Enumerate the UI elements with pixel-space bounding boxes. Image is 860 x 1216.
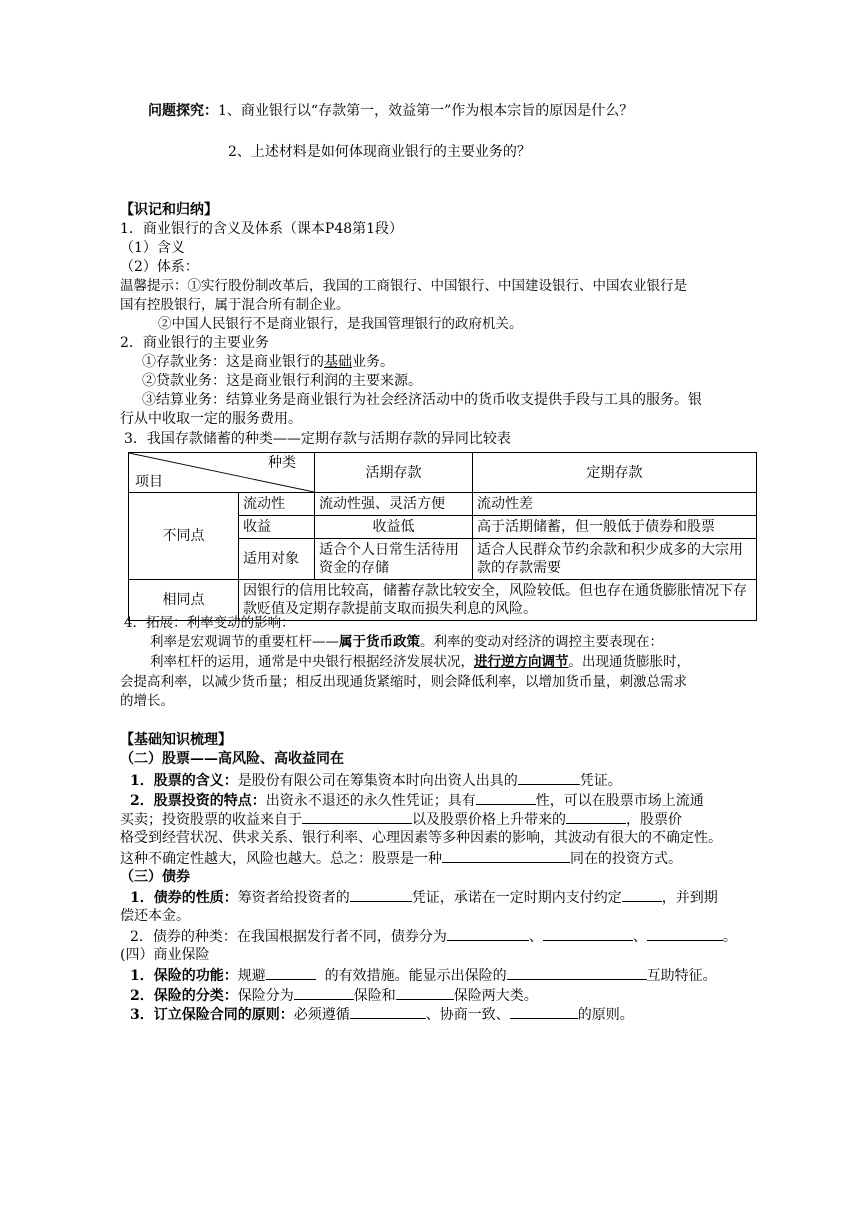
blank-field[interactable] [543, 926, 633, 941]
item-1-system: （2）体系： [120, 259, 199, 275]
item-1-meaning: （1）含义 [120, 240, 185, 256]
item-3: 3．我国存款储蓄的种类——定期存款与活期存款的异同比较表 [124, 431, 511, 447]
same-text: 因银行的信用比较高，储蓄存款比较安全，风险较低。但也存在通货膨胀情况下存款贬值及定期存款提前支取而损失利息的风险。 [239, 580, 757, 621]
row-current: 流动性强、灵活方便 [315, 493, 473, 516]
bond-nature-2: 偿还本金。 [120, 908, 190, 924]
row-fixed: 流动性差 [473, 493, 757, 516]
row-current: 收益低 [315, 516, 473, 539]
section-heading-basics: 【基础知识梳理】 [120, 732, 232, 748]
header-fixed: 定期存款 [473, 453, 757, 493]
row-attr: 收益 [239, 516, 315, 539]
row-attr: 适用对象 [239, 539, 315, 580]
row-fixed: 高于活期储蓄，但一般低于债券和股票 [473, 516, 757, 539]
blank-field[interactable] [442, 848, 570, 863]
row-attr: 流动性 [239, 493, 315, 516]
blank-field[interactable] [350, 887, 412, 902]
deposit-comparison-table [128, 452, 757, 621]
corner-top-label: 种类 [268, 455, 296, 471]
blank-field[interactable] [647, 926, 723, 941]
business-deposit: ①存款业务：这是商业银行的基础业务。 [142, 354, 394, 370]
item-2: 2．商业银行的主要业务 [120, 335, 269, 351]
stock-features-3: 格受到经营状况、供求关系、银行利率、心理因素等多种因素的影响，其波动有很大的不确定性。 [120, 830, 722, 846]
row-fixed: 适合人民群众节约余款和积少成多的大宗用款的存款需要 [473, 539, 757, 580]
business-settlement-1: ③结算业务：结算业务是商业银行为社会经济活动中的货币收支提供手段与工具的服务。银 [142, 392, 702, 408]
insurance-title: (四）商业保险 [120, 947, 210, 963]
extension-line-3: 会提高利率，以减少货币量；相反出现通货紧缩时，则会降低利率，以增加货币量，刺激总需求 [120, 674, 687, 690]
blank-field[interactable] [622, 887, 662, 902]
stock-features-2: 买卖；投资股票的收益来自于 以及股票价格上升带来的 ，股票价 [120, 809, 682, 830]
insurance-types: 2．保险的分类：保险分为 保险和 保险两大类。 [130, 985, 538, 1006]
insurance-function: 1．保险的功能：规避 的有效措施。能显示出保险的 互助特征。 [130, 965, 717, 986]
question-2: 2、上述材料是如何体现商业银行的主要业务的？ [228, 144, 531, 160]
tip-line-3: ②中国人民银行不是商业银行，是我国管理银行的政府机关。 [158, 316, 523, 332]
bond-title: （三）债券 [120, 869, 190, 885]
blank-field[interactable] [447, 926, 529, 941]
stock-title: （二）股票——高风险、高收益同在 [120, 751, 344, 767]
same-label: 相同点 [129, 580, 239, 621]
section-heading-recall: 【识记和归纳】 [120, 202, 218, 218]
blank-field[interactable] [566, 809, 626, 824]
blank-field[interactable] [510, 1004, 578, 1019]
stock-features-4: 这种不确定性越大，风险也越大。总之：股票是一种 同在的投资方式。 [120, 848, 682, 869]
blank-field[interactable] [507, 965, 647, 980]
business-loan: ②贷款业务：这是商业银行利润的主要来源。 [142, 373, 422, 389]
extension-line-1: 利率是宏观调节的重要杠杆——属于货币政策。利率的变动对经济的调控主要表现在： [150, 634, 663, 650]
extension-line-2: 利率杠杆的运用，通常是中央银行根据经济发展状况，进行逆方向调节。出现通货膨胀时， [150, 654, 690, 670]
blank-field[interactable] [350, 1004, 426, 1019]
blank-field[interactable] [294, 985, 354, 1000]
insurance-principles: 3．订立保险合同的原则：必须遵循 、协商一致、 的原则。 [130, 1004, 634, 1025]
item-1: 1．商业银行的含义及体系（课本P48第1段） [120, 221, 404, 237]
tip-line-1: 温馨提示：①实行股份制改革后，我国的工商银行、中国银行、中国建设银行、中国农业银行是 [120, 278, 687, 294]
business-settlement-2: 行从中收取一定的服务费用。 [120, 411, 302, 427]
question-label: 问题探究： [148, 103, 218, 119]
blank-field[interactable] [396, 985, 454, 1000]
extension-title: 4．拓展：利率变动的影响： [124, 615, 295, 631]
question-1: 问题探究：1、商业银行以“存款第一，效益第一”作为根本宗旨的原因是什么？ [148, 103, 634, 119]
stock-definition: 1．股票的含义：是股份有限公司在筹集资本时向出资人出具的 凭证。 [130, 770, 622, 791]
bond-nature-1: 1．债券的性质：筹资者给投资者的 凭证，承诺在一定时期内支付约定 ，并到期 [130, 887, 718, 908]
extension-line-4: 的增长。 [120, 693, 174, 709]
blank-field[interactable] [476, 790, 536, 805]
header-current: 活期存款 [315, 453, 473, 493]
table-corner-cell [129, 453, 315, 493]
blank-field[interactable] [302, 809, 412, 824]
bond-types: 2．债券的种类：在我国根据发行者不同，债券分为 、 、 。 [130, 926, 737, 947]
diff-label: 不同点 [129, 493, 239, 580]
blank-field[interactable] [266, 965, 316, 980]
blank-field[interactable] [518, 770, 580, 785]
row-current: 适合个人日常生活待用资金的存储 [315, 539, 473, 580]
corner-bottom-label: 项目 [135, 474, 163, 490]
tip-line-2: 国有控股银行，属于混合所有制企业。 [120, 297, 350, 313]
stock-features-1: 2．股票投资的特点：出资永不退还的永久性凭证；具有 性，可以在股票市场上流通 [130, 790, 704, 811]
